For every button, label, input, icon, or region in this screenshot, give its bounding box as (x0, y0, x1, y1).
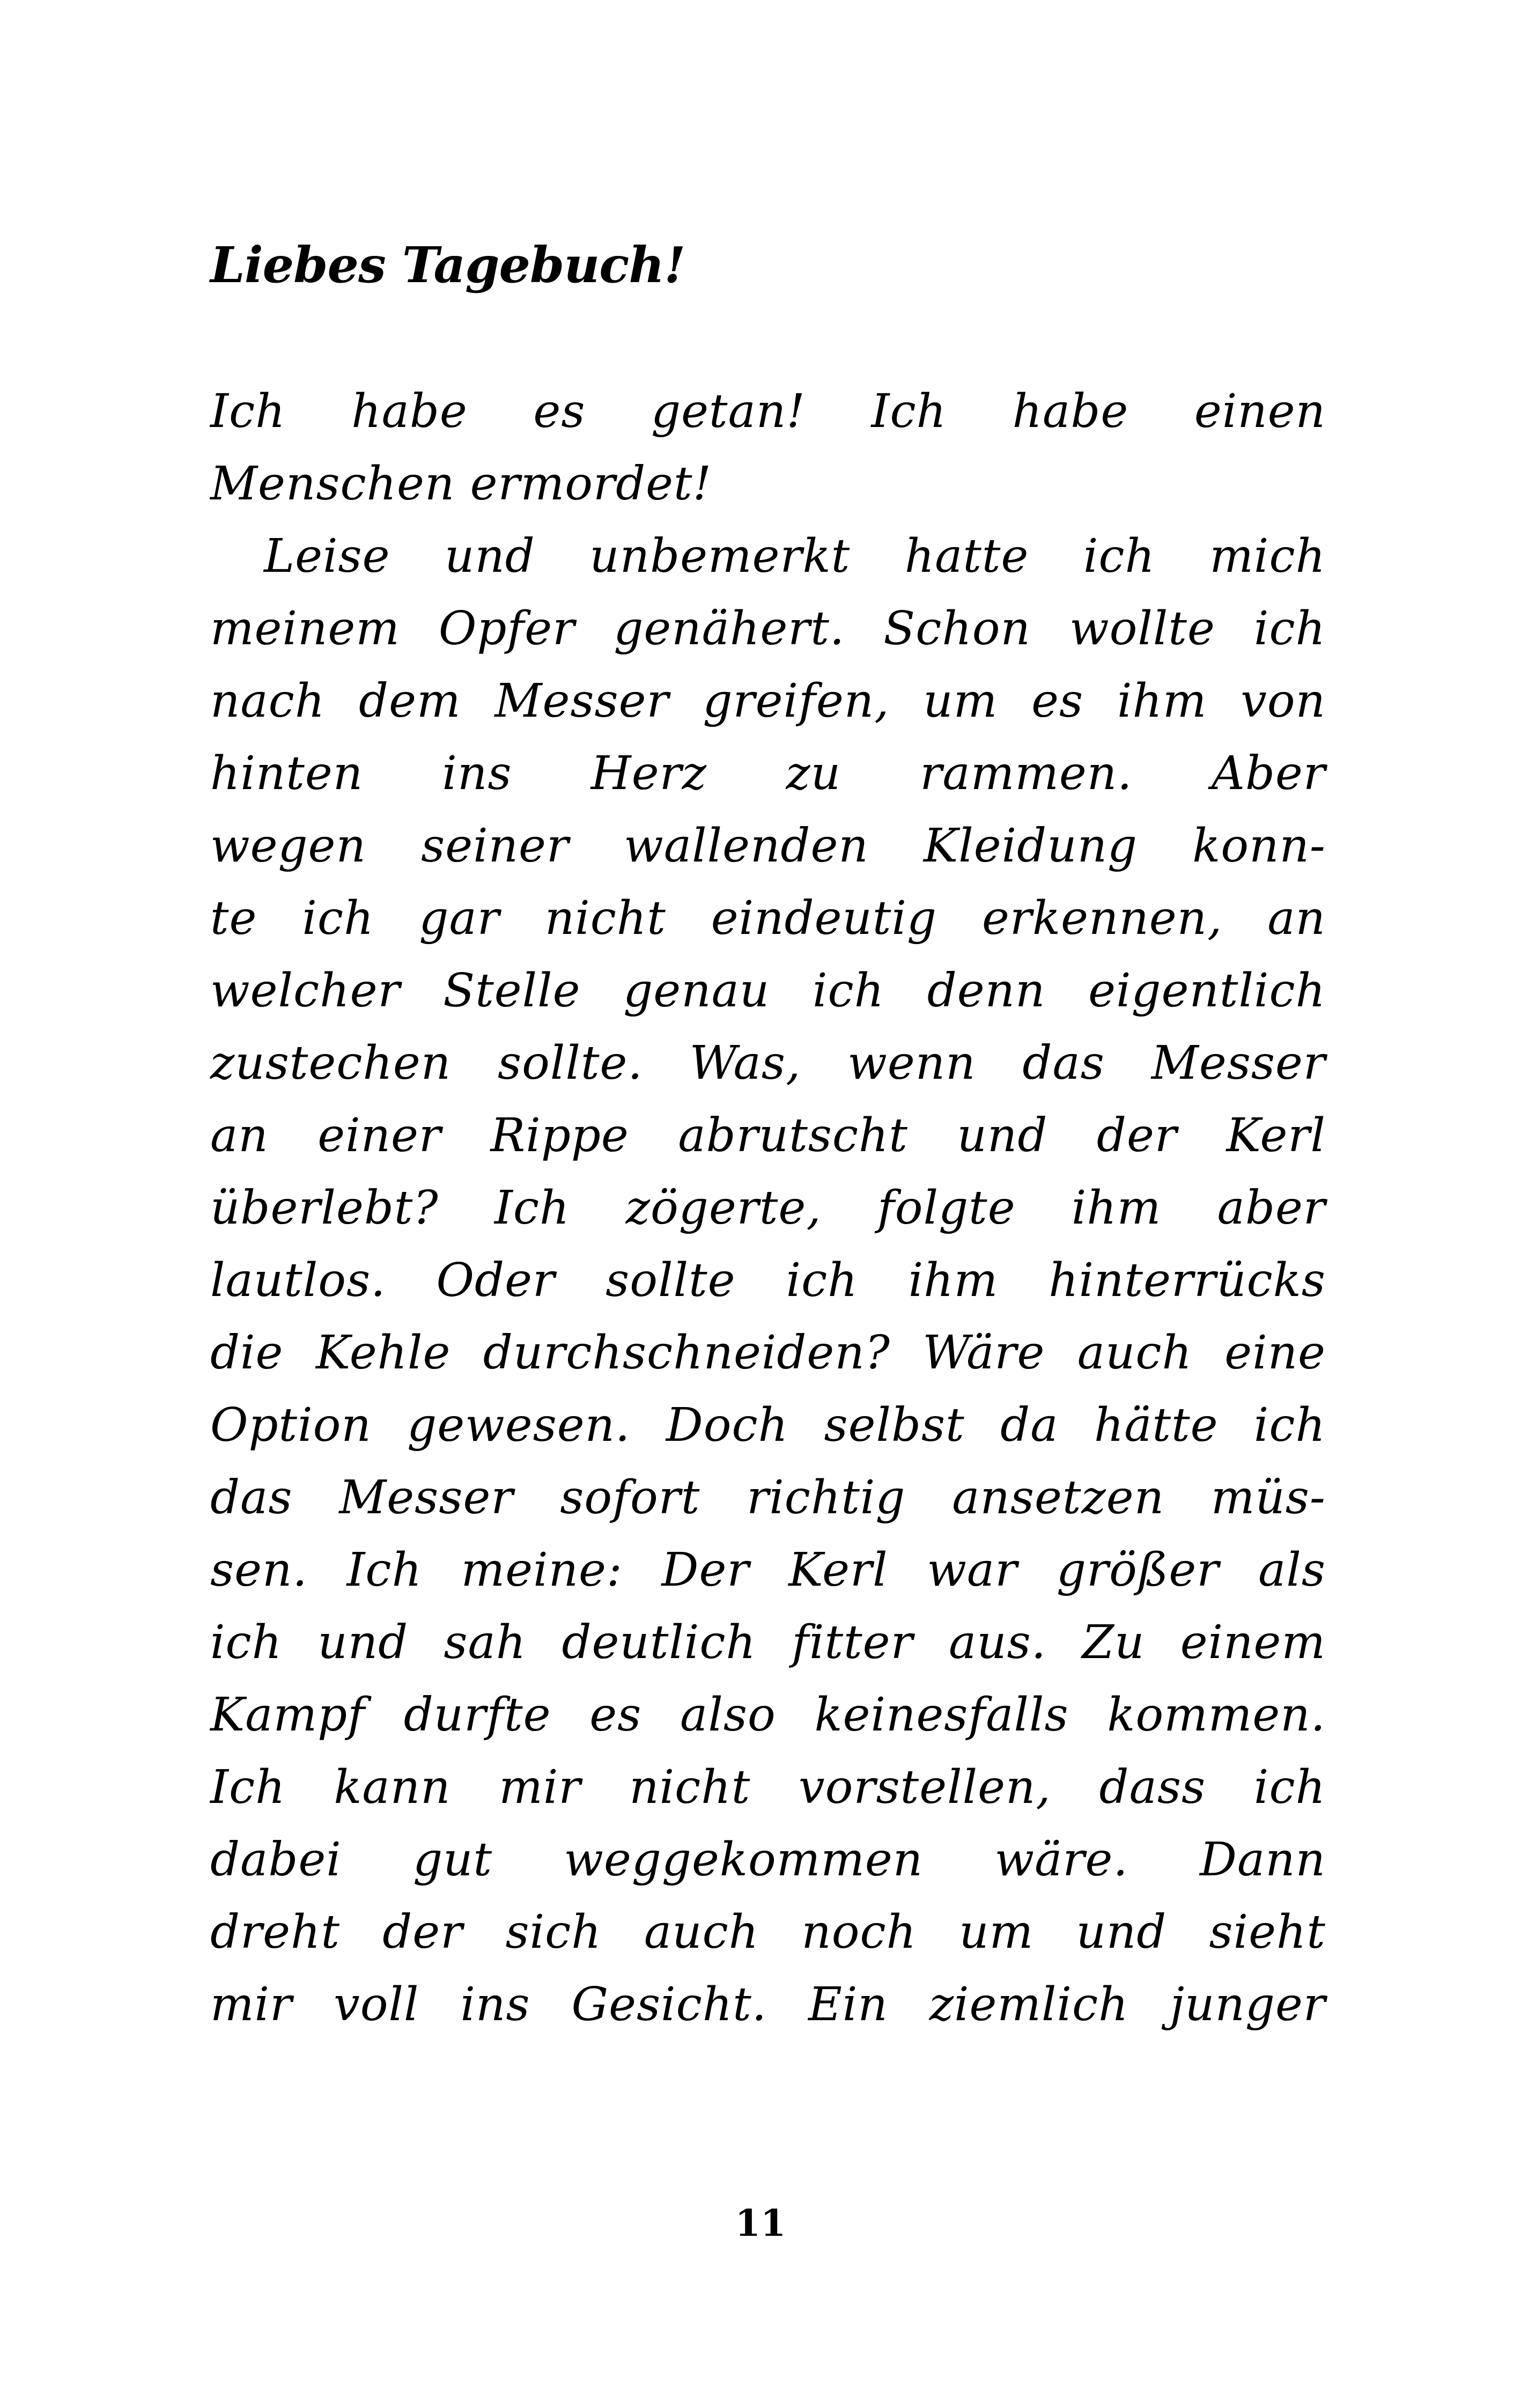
text-line: Menschen ermordet! (210, 457, 712, 511)
text-line: die Kehle durchschneiden? Wäre auch eine (210, 1326, 1326, 1380)
text-line: hinten ins Herz zu rammen. Aber (210, 747, 1326, 800)
text-line: meinem Opfer genähert. Schon wollte ich (210, 602, 1326, 656)
text-line: dabei gut weggekommen wäre. Dann (210, 1833, 1326, 1887)
text-line: te ich gar nicht eindeutig erkennen, an (210, 892, 1326, 945)
text-line: Kampf durfte es also keinesfalls kommen. (210, 1688, 1326, 1742)
text-line: sen. Ich meine: Der Kerl war größer als (210, 1543, 1326, 1597)
text-line: das Messer sofort richtig ansetzen müs- (210, 1471, 1326, 1525)
text-line: Ich habe es getan! Ich habe einen (210, 385, 1326, 438)
text-line: überlebt? Ich zögerte, folgte ihm aber (210, 1181, 1326, 1235)
text-line: wegen seiner wallenden Kleidung konn- (210, 819, 1326, 873)
text-line: an einer Rippe abrutscht und der Kerl (210, 1109, 1326, 1162)
text-line: welcher Stelle genau ich denn eigentlich (210, 964, 1326, 1018)
diary-salutation: Liebes Tagebuch! (210, 236, 685, 294)
diary-entry-text (210, 375, 1326, 2041)
text-line: nach dem Messer greifen, um es ihm von (210, 674, 1326, 728)
text-line: Option gewesen. Doch selbst da hätte ich (210, 1398, 1326, 1452)
text-line: zustechen sollte. Was, wenn das Messer (210, 1036, 1326, 1090)
text-line: Leise und unbemerkt hatte ich mich (264, 529, 1326, 583)
text-line: lautlos. Oder sollte ich ihm hinterrücks (210, 1254, 1326, 1307)
text-line: dreht der sich auch noch um und sieht (210, 1905, 1326, 1959)
text-line: ich und sah deutlich fitter aus. Zu einem (210, 1616, 1326, 1669)
text-line: Ich kann mir nicht vorstellen, dass ich (210, 1761, 1326, 1814)
page-number: 11 (735, 2202, 786, 2245)
text-line: mir voll ins Gesicht. Ein ziemlich junger (210, 1978, 1326, 2031)
